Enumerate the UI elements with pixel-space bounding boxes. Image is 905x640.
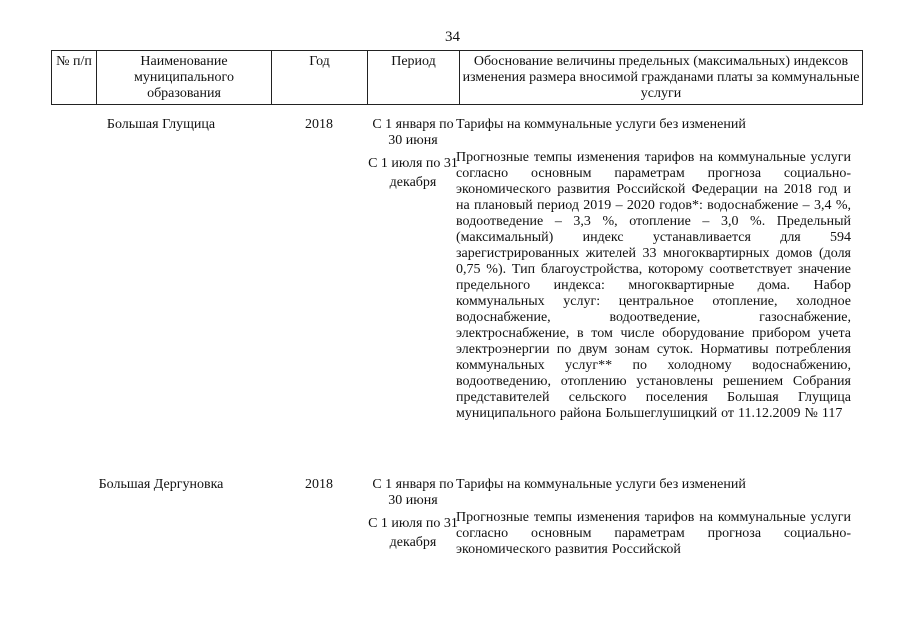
period-second-half: С 1 июля по 31 декабря (368, 156, 458, 190)
period-cell (367, 117, 459, 192)
header-year: Год (272, 51, 368, 105)
municipality-name: Большая Глущица (106, 117, 216, 132)
basis-cell (456, 477, 851, 558)
basis-first-half: Тарифы на коммунальные услуги без изменений (456, 477, 746, 492)
header-number: № п/п (52, 51, 97, 105)
header-municipality: Наименование муниципального образования (97, 51, 272, 105)
header-period: Период (368, 51, 460, 105)
table-header (51, 50, 863, 105)
header-basis: Обоснование величины предельных (максимальных) индексов изменения размера вносимой гражданами платы за коммунальные услуги (460, 51, 863, 105)
period-first-half: С 1 января по 30 июня (372, 477, 454, 508)
page-number: 34 (445, 29, 460, 45)
year-cell: 2018 (305, 117, 333, 132)
period-cell (367, 477, 459, 552)
basis-second-half: Прогнозные темпы изменения тарифов на коммунальные услуги согласно основным параметрам прогноза социально-экономического развития Российской Федерации на 2018 год и на плановый период 2019 – 2020 годов*: водоснабжение – 3,4 %, водоотведение – 3,3 %, отопление – 3,0 %. Предельный (максимальный) индекс устанавливается для 594 зарегистрированных жителей 33 многоквартирных домов (доля 0,75 %). Тип благоустройства, которому соответствует значение предельного индекса: многоквартирные дома. Набор коммунальных услуг: центральное отопление, холодное водоснабжение, водоотведение, газоснабжение, электроснабжение, в том числе оборудование прибором учета электроэнергии по двум зонам суток. Нормативы потребления коммунальных услуг** по холодному водоснабжению, водоотведению, отоплению установлены решением Собрания представителей сельского поселения Большая Глущица муниципального района Большеглушицкий от 11.12.2009 № 117 (456, 150, 851, 421)
municipality-name: Большая Дергуновка (98, 477, 224, 492)
basis-second-half: Прогнозные темпы изменения тарифов на коммунальные услуги согласно основным параметрам прогноза социально-экономического развития Российской (456, 510, 851, 557)
year-cell: 2018 (305, 477, 333, 492)
basis-cell (456, 117, 851, 422)
period-second-half: С 1 июля по 31 декабря (368, 516, 458, 550)
basis-first-half: Тарифы на коммунальные услуги без изменений (456, 117, 746, 132)
period-first-half: С 1 января по 30 июня (372, 117, 454, 148)
